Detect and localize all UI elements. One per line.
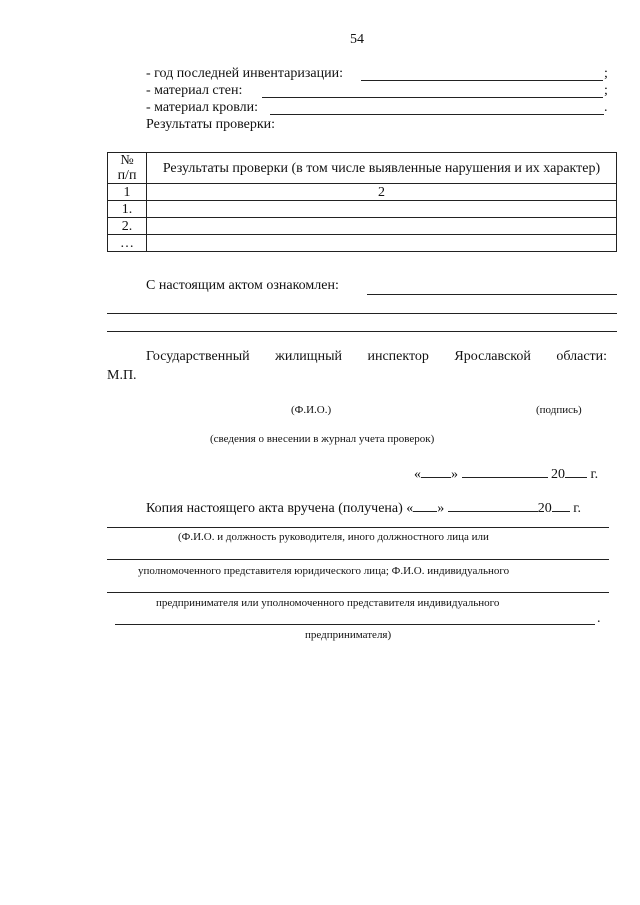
table-cell [147, 235, 617, 252]
date-close: » [451, 467, 458, 482]
caption-line-3 [107, 592, 609, 593]
caption-3: предпринимателя или уполномоченного представителя индивидуального [156, 597, 500, 609]
copy-year: 20 [537, 501, 552, 516]
caption-line-4 [115, 624, 595, 625]
table-cell: … [108, 235, 147, 252]
table-cell: 1. [108, 201, 147, 218]
table-number-row [108, 184, 617, 201]
table-cell: 1 [108, 184, 147, 201]
journal-caption: (сведения о внесении в журнал учета проверок) [210, 433, 435, 445]
signature-caption: (подпись) [536, 404, 582, 416]
table-header-row [108, 153, 617, 184]
date-year: 20 [551, 467, 565, 482]
date-month-blank [462, 464, 548, 478]
caption-end: . [597, 611, 601, 626]
copy-line [146, 498, 581, 517]
date-open: « [414, 467, 421, 482]
caption-line-2 [107, 559, 609, 560]
results-heading: Результаты проверки: [146, 117, 276, 132]
table-cell: 2 [147, 184, 617, 201]
results-table [107, 152, 617, 252]
field-inventory-end: ; [604, 66, 608, 81]
caption-4: предпринимателя) [305, 629, 392, 641]
table-row [108, 218, 617, 235]
copy-day-blank [413, 498, 437, 512]
copy-month-blank [448, 498, 538, 512]
copy-year-blank [552, 498, 570, 512]
date-line [414, 464, 598, 483]
caption-2: уполномоченного представителя юридического лица; Ф.И.О. индивидуального [138, 565, 510, 577]
field-inventory-line [361, 80, 603, 81]
acquainted-line-3 [107, 331, 617, 332]
table-header-results: Результаты проверки (в том числе выявленные нарушения и их характер) [147, 153, 617, 184]
copy-g: г. [573, 501, 581, 516]
field-inventory-label: - год последней инвентаризации: [146, 66, 343, 81]
field-walls-label: - материал стен: [146, 83, 243, 98]
field-walls-end: ; [604, 83, 608, 98]
table-row [108, 235, 617, 252]
table-cell [147, 201, 617, 218]
copy-close: » [437, 501, 445, 516]
table-header-number: № п/п [108, 153, 147, 184]
table-cell [147, 218, 617, 235]
caption-line-1 [107, 527, 609, 528]
caption-1: (Ф.И.О. и должность руководителя, иного должностного лица или [178, 531, 489, 543]
field-inventory [146, 66, 343, 82]
field-walls-line [262, 97, 603, 98]
field-roof-end: . [604, 100, 608, 115]
acquainted-line-2 [107, 313, 617, 314]
date-year-blank [565, 464, 587, 478]
date-g: г. [590, 467, 599, 482]
copy-label: Копия настоящего акта вручена (получена) « [146, 501, 414, 516]
field-roof-label: - материал кровли: [146, 100, 259, 115]
acquainted-line [367, 294, 617, 295]
fio-caption: (Ф.И.О.) [291, 404, 332, 416]
inspector-text [146, 349, 609, 365]
page-number: 54 [350, 32, 364, 47]
acquainted-label: С настоящим актом ознакомлен: [146, 278, 339, 293]
table-row [108, 201, 617, 218]
table-cell: 2. [108, 218, 147, 235]
stamp-label: М.П. [107, 368, 137, 383]
date-day-blank [421, 464, 451, 478]
inspector-label: Государственный жилищный инспектор Ярославской области: [146, 349, 608, 364]
field-roof-line [270, 114, 604, 115]
